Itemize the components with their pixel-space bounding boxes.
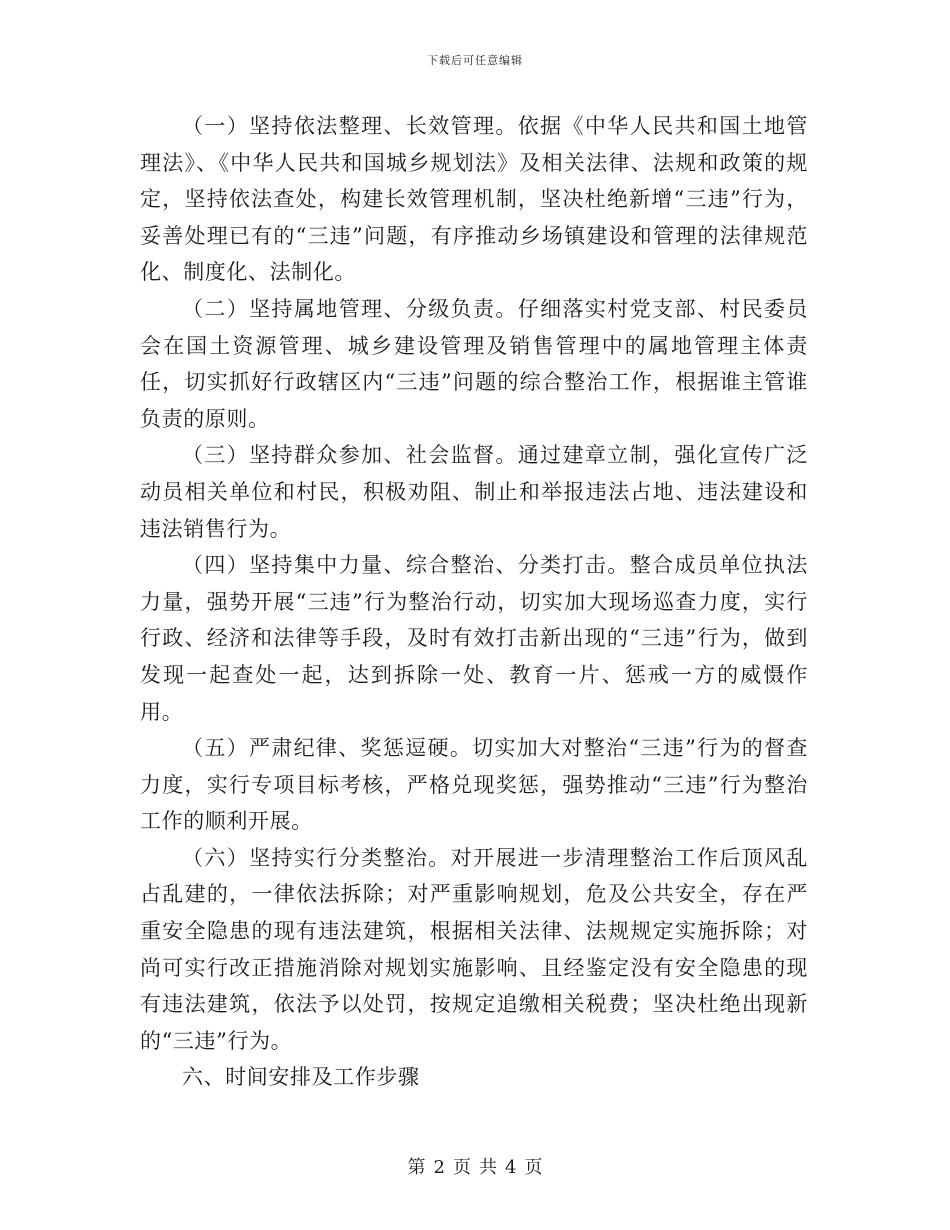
paragraph-6: （六）坚持实行分类整治。对开展进一步清理整治工作后顶风乱占乱建的，一律依法拆除；对严重影响规划，危及公共安全，存在严重安全隐患的现有违法建筑，根据相关法律、法规规定实施拆除；对尚可实行改正措施消除对规划实施影响、且经鉴定没有安全隐患的现有违法建筑，依法予以处罚，按规定追缴相关税费；坚决杜绝出现新的“三违”行为。 [140,845,808,1053]
page-header: 下载后可任意编辑 [427,54,523,67]
footer-prefix: 第 [407,1157,426,1178]
footer-suffix: 页 [524,1157,543,1178]
paragraph-5: （五）严肃纪律、奖惩逗硬。切实加大对整治“三违”行为的督查力度，实行专项目标考核，严格兑现奖惩，强势推动“三违”行为整治工作的顺利开展。 [140,736,808,834]
paragraph-2: （二）坚持属地管理、分级负责。仔细落实村党支部、村民委员会在国土资源管理、城乡建设管理及销售管理中的属地管理主体责任，切实抓好行政辖区内“三违”问题的综合整治工作，根据谁主管谁负责的原则。 [140,296,808,431]
paragraph-3: （三）坚持群众参加、社会监督。通过建章立制，强化宣传广泛动员相关单位和村民，积极劝阻、制止和举报违法占地、违法建设和违法销售行为。 [140,443,808,541]
footer-current-page: 2 [433,1157,445,1178]
footer-page-word: 页 [453,1157,471,1178]
document-body [140,108,808,1096]
paragraph-1: （一）坚持依法整理、长效管理。依据《中华人民共和国土地管理法》、《中华人民共和国城乡规划法》及相关法律、法规和政策的规定，坚持依法查处，构建长效管理机制，坚决杜绝新增“三违”行为，妥善处理已有的“三违”问题，有序推动乡场镇建设和管理的法律规范化、制度化、法制化。 [140,114,808,285]
footer-total-word: 共 [479,1157,497,1178]
paragraph-4: （四）坚持集中力量、综合整治、分类打击。整合成员单位执法力量，强势开展“三违”行为整治行动，切实加大现场巡查力度，实行行政、经济和法律等手段，及时有效打击新出现的“三违”行为，做到发现一起查处一起，达到拆除一处、教育一片、惩戒一方的威慑作用。 [140,553,808,724]
footer-total-pages: 4 [505,1157,517,1178]
page-footer [0,1153,950,1179]
section-heading: 六、时间安排及工作步骤 [182,1065,420,1090]
